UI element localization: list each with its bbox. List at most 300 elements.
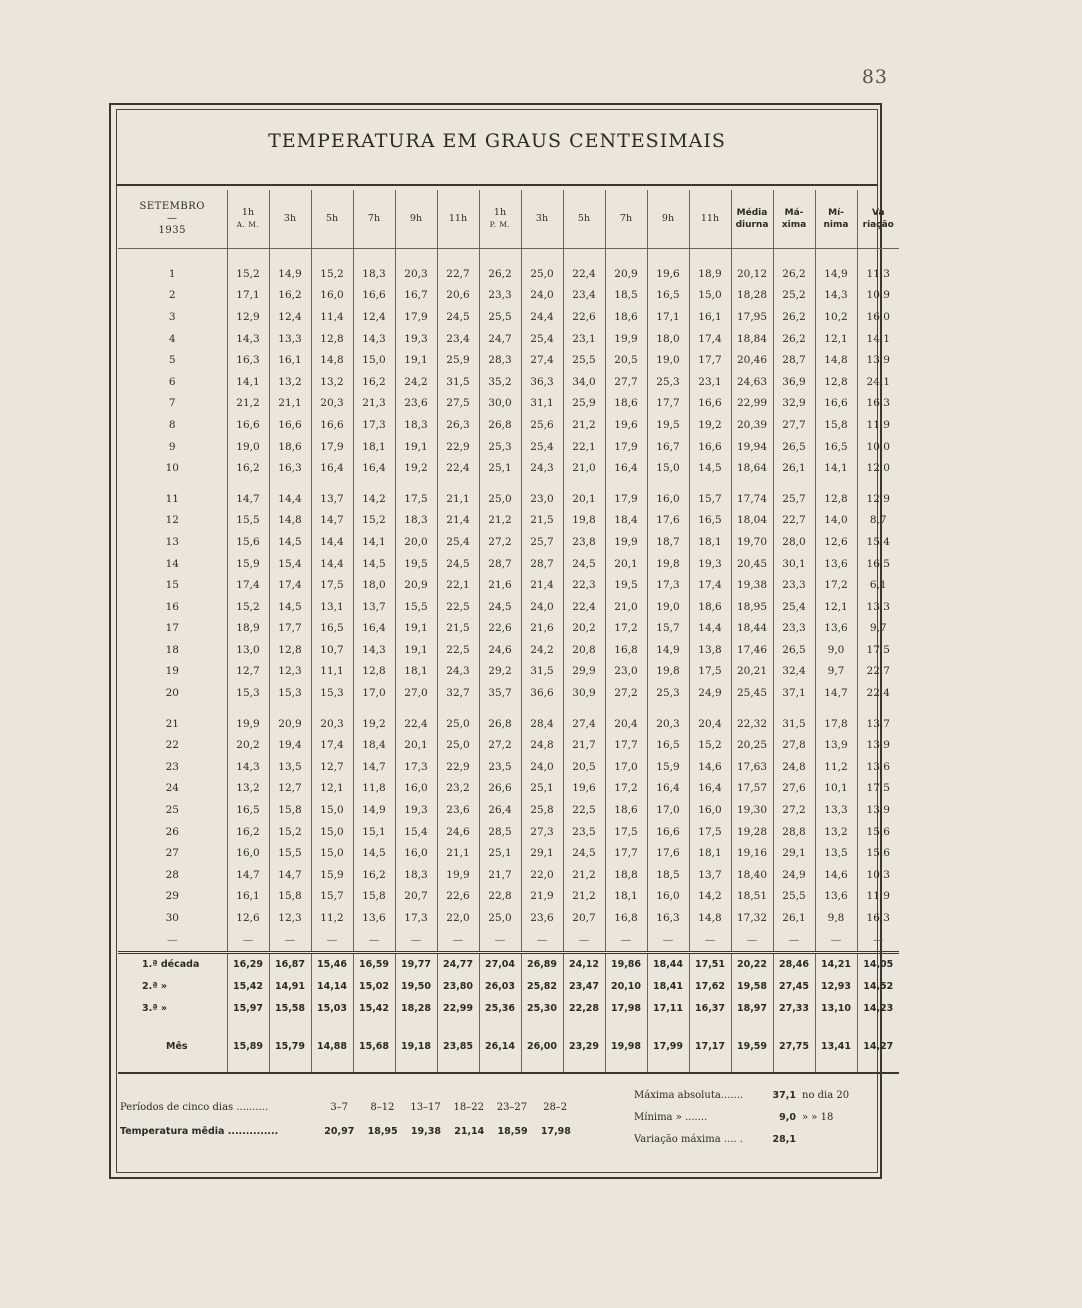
temperature-cell: 25,0 — [437, 713, 479, 735]
temperature-cell: 15,5 — [395, 596, 437, 618]
temperature-cell: 13,7 — [311, 488, 353, 510]
day-row — [118, 821, 899, 843]
day-number: 23 — [165, 760, 179, 773]
temperature-cell: 25,5 — [479, 306, 521, 328]
temperature-cell: 25,8 — [521, 799, 563, 821]
temperature-cell: 16,5 — [311, 618, 353, 640]
temperature-cell: 12,7 — [269, 778, 311, 800]
spacer-cell — [311, 479, 353, 488]
temperature-cell: 20,39 — [731, 414, 773, 436]
spacer-row — [118, 1058, 899, 1073]
temperature-cell: 29,9 — [563, 661, 605, 683]
temperature-cell: 24,1 — [857, 371, 899, 393]
temperature-cell: 22,1 — [563, 436, 605, 458]
temperature-cell: 14,7 — [227, 488, 269, 510]
spacer-cell — [605, 704, 647, 713]
mean-temp-value: 21,14 — [454, 1126, 485, 1137]
temperature-cell: 24,5 — [437, 553, 479, 575]
temperature-cell: 15,5 — [227, 510, 269, 532]
summary-value: 25,30 — [521, 998, 563, 1020]
month-year-header — [118, 190, 227, 249]
spacer-cell — [689, 479, 731, 488]
spacer-cell — [311, 704, 353, 713]
spacer-cell — [605, 479, 647, 488]
temperature-cell: 25,4 — [773, 596, 815, 618]
temperature-cell: 12,3 — [269, 907, 311, 929]
temperature-cell: 24,3 — [437, 661, 479, 683]
day-row — [118, 531, 899, 553]
summary-value: 14,27 — [857, 1036, 899, 1058]
temperature-cell: 30,9 — [563, 682, 605, 704]
spacer-cell — [857, 1020, 899, 1036]
temperature-cell: 14,5 — [353, 842, 395, 864]
summary-value: 14,88 — [311, 1036, 353, 1058]
temperature-cell: 23,1 — [689, 371, 731, 393]
temperature-cell: 15,1 — [353, 821, 395, 843]
temperature-cell: 21,7 — [563, 734, 605, 756]
summary-value: 26,03 — [479, 976, 521, 998]
mean-temp-value: 20,97 — [324, 1126, 355, 1137]
temperature-cell: 13,6 — [815, 618, 857, 640]
temperature-cell: 28,0 — [773, 531, 815, 553]
summary-value: 25,82 — [521, 976, 563, 998]
column-header — [521, 190, 563, 249]
temperature-cell: 15,9 — [311, 864, 353, 886]
temperature-cell: 23,3 — [773, 618, 815, 640]
spacer-cell — [815, 1058, 857, 1073]
temperature-cell: 20,5 — [605, 349, 647, 371]
spacer-cell — [563, 704, 605, 713]
temperature-cell: 26,2 — [773, 263, 815, 285]
temperature-cell: 23,0 — [605, 661, 647, 683]
temperature-cell: 15,8 — [269, 799, 311, 821]
temperature-cell: 17,0 — [647, 799, 689, 821]
summary-value: 23,47 — [563, 976, 605, 998]
temperature-cell: 20,25 — [731, 734, 773, 756]
column-header — [563, 190, 605, 249]
temperature-cell: 28,3 — [479, 349, 521, 371]
spacer-cell — [689, 704, 731, 713]
temperature-cell: 25,3 — [479, 436, 521, 458]
temperature-cell: 25,6 — [521, 414, 563, 436]
temperature-cell: 14,9 — [269, 263, 311, 285]
column-header-top: 11h — [448, 213, 468, 224]
temperature-cell: 17,0 — [353, 682, 395, 704]
summary-value: 16,29 — [227, 952, 269, 976]
temperature-cell: 23,4 — [563, 285, 605, 307]
spacer-cell — [311, 1020, 353, 1036]
temperature-cell: 20,3 — [395, 263, 437, 285]
dash-cell: — — [479, 929, 521, 953]
temperature-cell: 18,6 — [605, 306, 647, 328]
temperature-cell: 14,4 — [311, 553, 353, 575]
dash-cell: — — [647, 929, 689, 953]
temperature-cell: 15,3 — [311, 682, 353, 704]
spacer-cell — [773, 1020, 815, 1036]
temperature-cell: 18,44 — [731, 618, 773, 640]
temperature-cell: 12,9 — [857, 488, 899, 510]
temperature-cell: 24,9 — [689, 682, 731, 704]
column-header-top: 9h — [409, 213, 423, 224]
spacer-cell — [479, 704, 521, 713]
temperature-cell: 14,4 — [689, 618, 731, 640]
spacer-row — [118, 704, 899, 713]
summary-value: 22,99 — [437, 998, 479, 1020]
temperature-cell: 24,5 — [437, 306, 479, 328]
temperature-cell: 17,3 — [647, 574, 689, 596]
temperature-cell: 14,3 — [815, 285, 857, 307]
day-row — [118, 661, 899, 683]
temperature-cell: 22,0 — [521, 864, 563, 886]
temperature-cell: 16,4 — [689, 778, 731, 800]
temperature-cell: 18,3 — [353, 263, 395, 285]
temperature-cell: 21,2 — [227, 393, 269, 415]
temperature-cell: 18,1 — [395, 661, 437, 683]
temperature-cell: 17,7 — [269, 618, 311, 640]
dash-cell: — — [227, 929, 269, 953]
temperature-cell: 6,1 — [857, 574, 899, 596]
temperature-cell: 25,3 — [647, 371, 689, 393]
temperature-cell: 22,99 — [731, 393, 773, 415]
temperature-cell: 24,63 — [731, 371, 773, 393]
temperature-cell: 31,1 — [521, 393, 563, 415]
temperature-cell: 17,32 — [731, 907, 773, 929]
spacer-cell — [395, 479, 437, 488]
temperature-cell: 25,1 — [479, 457, 521, 479]
temperature-cell: 17,2 — [605, 618, 647, 640]
temperature-cell: 19,8 — [563, 510, 605, 532]
temperature-cell: 25,9 — [437, 349, 479, 371]
temperature-cell: 17,5 — [395, 488, 437, 510]
dash-cell: — — [857, 929, 899, 953]
summary-value: 27,75 — [773, 1036, 815, 1058]
day-number: 10 — [165, 462, 179, 475]
temperature-cell: 15,0 — [647, 457, 689, 479]
temperature-cell: 16,4 — [647, 778, 689, 800]
temperature-cell: 22,7 — [773, 510, 815, 532]
temperature-cell: 29,1 — [521, 842, 563, 864]
temperature-cell: 22,0 — [437, 907, 479, 929]
summary-value: 24,77 — [437, 952, 479, 976]
page-number: 83 — [861, 66, 888, 88]
temperature-cell: 14,1 — [815, 457, 857, 479]
temperature-cell: 15,2 — [269, 821, 311, 843]
temperature-cell: 27,7 — [773, 414, 815, 436]
temperature-cell: 19,94 — [731, 436, 773, 458]
temperature-cell: 19,1 — [395, 618, 437, 640]
absolute-min-row — [634, 1112, 833, 1123]
temperature-cell: 20,7 — [395, 886, 437, 908]
temperature-cell: 18,51 — [731, 886, 773, 908]
spacer-cell — [353, 479, 395, 488]
day-number: 17 — [165, 622, 179, 635]
dash-cell: — — [353, 929, 395, 953]
day-row — [118, 371, 899, 393]
dash-cell: — — [311, 929, 353, 953]
temperature-cell: 16,0 — [227, 842, 269, 864]
temperature-cell: 19,28 — [731, 821, 773, 843]
day-number: 20 — [165, 687, 179, 700]
column-header-bottom: nima — [823, 220, 849, 230]
temperature-cell: 14,3 — [227, 756, 269, 778]
temperature-cell: 12,4 — [269, 306, 311, 328]
absolute-min-value: 9,0 — [779, 1112, 796, 1123]
temperature-cell: 24,0 — [521, 285, 563, 307]
dash-cell: — — [605, 929, 647, 953]
temperature-cell: 18,28 — [731, 285, 773, 307]
temperature-cell: 22,8 — [479, 886, 521, 908]
temperature-cell: 13,3 — [857, 596, 899, 618]
temperature-cell: 25,45 — [731, 682, 773, 704]
day-number: 7 — [168, 397, 176, 410]
temperature-cell: 20,12 — [731, 263, 773, 285]
day-row — [118, 457, 899, 479]
column-header-bottom: xima — [781, 220, 807, 230]
temperature-cell: 14,1 — [857, 328, 899, 350]
temperature-cell: 14,9 — [647, 639, 689, 661]
dash-cell: — — [167, 933, 178, 946]
temperature-cell: 11,2 — [311, 907, 353, 929]
temperature-cell: 23,6 — [521, 907, 563, 929]
summary-value: 22,28 — [563, 998, 605, 1020]
temperature-cell: 15,7 — [311, 886, 353, 908]
spacer-cell — [353, 704, 395, 713]
column-header-bottom: riação — [862, 220, 894, 230]
temperature-cell: 16,5 — [647, 734, 689, 756]
temperature-cell: 22,5 — [437, 596, 479, 618]
dash-cell: — — [815, 929, 857, 953]
temperature-cell: 18,0 — [353, 574, 395, 596]
temperature-cell: 16,7 — [647, 436, 689, 458]
summary-value: 15,68 — [353, 1036, 395, 1058]
spacer-cell — [395, 704, 437, 713]
temperature-cell: 31,5 — [521, 661, 563, 683]
period-value: 13–17 — [410, 1102, 441, 1113]
temperature-cell: 22,3 — [563, 574, 605, 596]
temperature-cell: 18,6 — [605, 799, 647, 821]
day-row — [118, 886, 899, 908]
temperature-cell: 29,2 — [479, 661, 521, 683]
temperature-cell: 22,4 — [395, 713, 437, 735]
spacer-cell — [521, 249, 563, 264]
temperature-cell: 17,5 — [311, 574, 353, 596]
temperature-cell: 12,7 — [227, 661, 269, 683]
day-row — [118, 553, 899, 575]
spacer-cell — [311, 249, 353, 264]
temperature-cell: 21,0 — [605, 596, 647, 618]
spacer-cell — [521, 704, 563, 713]
temperature-cell: 17,8 — [815, 713, 857, 735]
temperature-cell: 24,5 — [563, 553, 605, 575]
temperature-cell: 20,1 — [395, 734, 437, 756]
day-row — [118, 864, 899, 886]
temperature-cell: 12,4 — [353, 306, 395, 328]
summary-value: 19,50 — [395, 976, 437, 998]
day-row — [118, 596, 899, 618]
spacer-cell — [227, 1058, 269, 1073]
temperature-cell: 18,1 — [353, 436, 395, 458]
temperature-cell: 21,2 — [563, 886, 605, 908]
day-number: 13 — [165, 535, 179, 548]
temperature-cell: 19,0 — [647, 349, 689, 371]
temperature-cell: 24,3 — [521, 457, 563, 479]
summary-value: 14,05 — [857, 952, 899, 976]
temperature-cell: 20,3 — [311, 713, 353, 735]
temperature-cell: 17,7 — [605, 734, 647, 756]
temperature-cell: 13,2 — [227, 778, 269, 800]
temperature-cell: 18,1 — [689, 531, 731, 553]
absolute-max-value: 37,1 — [772, 1090, 796, 1101]
day-number: 5 — [168, 354, 176, 367]
temperature-cell: 14,7 — [311, 510, 353, 532]
temperature-cell: 20,6 — [437, 285, 479, 307]
day-row — [118, 436, 899, 458]
temperature-cell: 17,5 — [857, 778, 899, 800]
day-number: 27 — [165, 847, 179, 860]
temperature-cell: 15,7 — [689, 488, 731, 510]
mean-temp-value: 17,98 — [540, 1126, 571, 1137]
day-row — [118, 682, 899, 704]
max-variation-row — [634, 1134, 796, 1145]
summary-row — [118, 952, 899, 976]
summary-value: 19,18 — [395, 1036, 437, 1058]
spacer-cell — [395, 1058, 437, 1073]
temperature-cell: 14,8 — [815, 349, 857, 371]
spacer-cell — [269, 479, 311, 488]
temperature-cell: 17,5 — [857, 639, 899, 661]
temperature-cell: 17,9 — [395, 306, 437, 328]
temperature-cell: 11,9 — [857, 414, 899, 436]
temperature-cell: 16,1 — [269, 349, 311, 371]
day-number: 18 — [165, 643, 179, 656]
dash-cell: — — [437, 929, 479, 953]
temperature-cell: 14,4 — [311, 531, 353, 553]
day-row — [118, 414, 899, 436]
temperature-cell: 27,4 — [563, 713, 605, 735]
temperature-cell: 17,4 — [227, 574, 269, 596]
temperature-cell: 32,7 — [437, 682, 479, 704]
spacer-cell — [689, 1058, 731, 1073]
summary-value: 23,29 — [563, 1036, 605, 1058]
temperature-cell: 13,2 — [815, 821, 857, 843]
temperature-cell: 17,1 — [647, 306, 689, 328]
temperature-cell: 19,8 — [647, 553, 689, 575]
spacer-cell — [437, 1058, 479, 1073]
temperature-cell: 17,7 — [647, 393, 689, 415]
summary-value: 24,12 — [563, 952, 605, 976]
temperature-cell: 9,7 — [815, 661, 857, 683]
temperature-cell: 24,7 — [479, 328, 521, 350]
period-value: 18–22 — [453, 1102, 484, 1113]
temperature-cell: 17,3 — [395, 907, 437, 929]
day-number: 2 — [168, 289, 176, 302]
summary-row — [118, 1036, 899, 1058]
temperature-cell: 14,2 — [353, 488, 395, 510]
spacer-cell — [479, 479, 521, 488]
temperature-cell: 25,3 — [647, 682, 689, 704]
temperature-cell: 15,2 — [353, 510, 395, 532]
temperature-cell: 15,2 — [227, 596, 269, 618]
dash-cell: — — [689, 929, 731, 953]
temperature-cell: 18,6 — [269, 436, 311, 458]
temperature-cell: 15,6 — [857, 821, 899, 843]
summary-value: 14,14 — [311, 976, 353, 998]
temperature-cell: 19,9 — [605, 328, 647, 350]
spacer-cell — [815, 1020, 857, 1036]
temperature-cell: 19,9 — [227, 713, 269, 735]
spacer-cell — [773, 479, 815, 488]
spacer-cell — [118, 1020, 227, 1036]
temperature-cell: 14,6 — [815, 864, 857, 886]
summary-value: 18,97 — [731, 998, 773, 1020]
max-variation-label: Variação máxima .... . — [634, 1134, 743, 1145]
spacer-cell — [605, 1020, 647, 1036]
column-header — [311, 190, 353, 249]
temperature-cell: 27,2 — [773, 799, 815, 821]
spacer-cell — [118, 704, 227, 713]
temperature-cell: 18,95 — [731, 596, 773, 618]
temperature-cell: 29,1 — [773, 842, 815, 864]
temperature-cell: 19,1 — [395, 436, 437, 458]
spacer-cell — [227, 479, 269, 488]
day-number: 24 — [165, 782, 179, 795]
spacer-cell — [731, 479, 773, 488]
spacer-cell — [353, 1020, 395, 1036]
temperature-cell: 24,0 — [521, 756, 563, 778]
temperature-cell: 19,9 — [605, 531, 647, 553]
spacer-cell — [353, 1058, 395, 1073]
temperature-cell: 16,6 — [689, 436, 731, 458]
summary-label: Mês — [166, 1041, 188, 1053]
temperature-cell: 14,9 — [353, 799, 395, 821]
temperature-cell: 18,5 — [605, 285, 647, 307]
temperature-cell: 22,9 — [437, 756, 479, 778]
temperature-cell: 26,8 — [479, 414, 521, 436]
temperature-cell: 14,9 — [815, 263, 857, 285]
temperature-cell: 17,5 — [689, 661, 731, 683]
spacer-cell — [353, 249, 395, 264]
temperature-cell: 22,4 — [563, 596, 605, 618]
periods-label: Períodos de cinco dias .......... — [120, 1102, 269, 1113]
temperature-cell: 18,7 — [647, 531, 689, 553]
temperature-cell: 24,8 — [773, 756, 815, 778]
temperature-cell: 14,5 — [689, 457, 731, 479]
spacer-cell — [647, 479, 689, 488]
temperature-cell: 25,0 — [479, 488, 521, 510]
spacer-cell — [857, 479, 899, 488]
temperature-cell: 31,5 — [773, 713, 815, 735]
temperature-cell: 16,6 — [227, 414, 269, 436]
day-row — [118, 756, 899, 778]
summary-value: 19,59 — [731, 1036, 773, 1058]
temperature-cell: 16,3 — [647, 907, 689, 929]
temperature-cell: 15,0 — [689, 285, 731, 307]
spacer-cell — [731, 1020, 773, 1036]
spacer-cell — [647, 249, 689, 264]
temperature-cell: 26,5 — [773, 436, 815, 458]
temperature-cell: 22,5 — [437, 639, 479, 661]
day-number: 26 — [165, 825, 179, 838]
temperature-cell: 21,4 — [521, 574, 563, 596]
day-row — [118, 778, 899, 800]
spacer-cell — [857, 249, 899, 264]
temperature-cell: 20,8 — [563, 639, 605, 661]
temperature-cell: 13,9 — [857, 799, 899, 821]
column-header-top: 7h — [367, 213, 381, 224]
temperature-cell: 14,8 — [269, 510, 311, 532]
temperature-cell: 16,6 — [353, 285, 395, 307]
temperature-cell: 28,7 — [773, 349, 815, 371]
